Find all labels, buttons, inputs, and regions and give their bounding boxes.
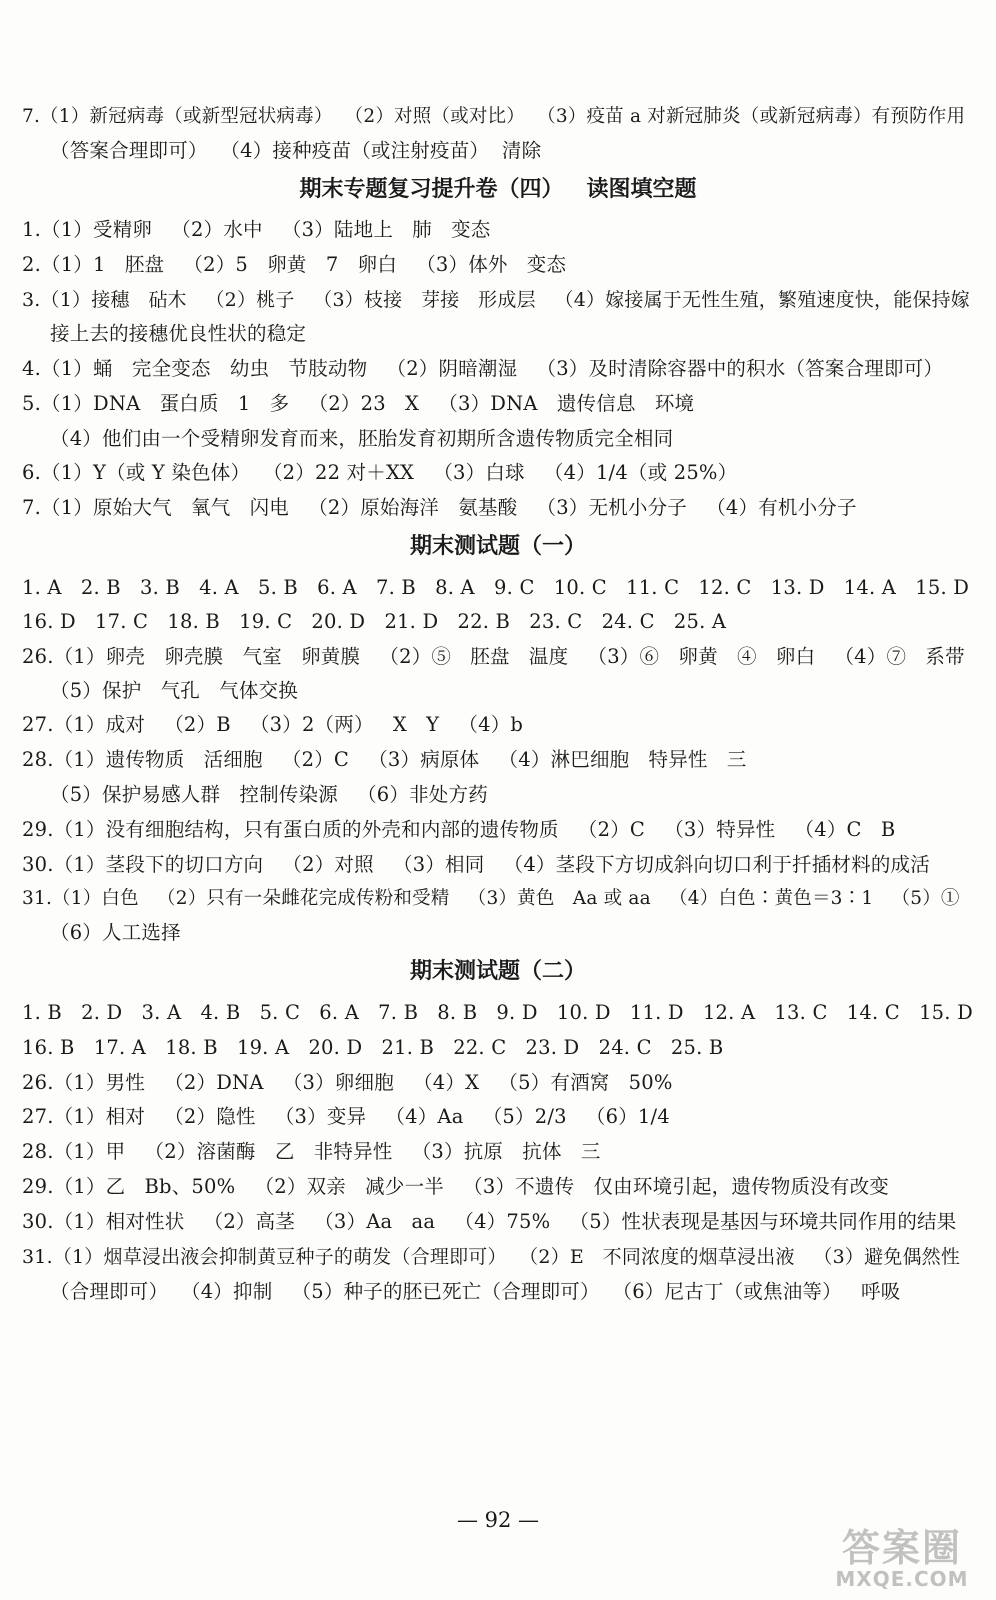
answer-line: 1.（1）受精卵 （2）水中 （3）陆地上 肺 变态 bbox=[22, 218, 491, 241]
answer-line: 27.（1）相对 （2）隐性 （3）变异 （4）Aa （5）2/3 （6）1/4 bbox=[22, 1105, 670, 1128]
answer-line: 1. A 2. B 3. B 4. A 5. B 6. A 7. B 8. A 9. C 10. C 11. C 12. C 13. D 14. A 15. D bbox=[22, 576, 970, 599]
answer-line: 5.（1）DNA 蛋白质 1 多 （2）23 X （3）DNA 遗传信息 环境 bbox=[22, 392, 695, 415]
section-heading: 期末测试题（二） bbox=[409, 959, 586, 984]
answer-line: （5）保护 气孔 气体交换 bbox=[50, 679, 298, 702]
watermark-logo-text: 答案圈 bbox=[841, 1526, 962, 1570]
answer-line: 16. D 17. C 18. B 19. C 20. D 21. D 22. B 23. C 24. C 25. A bbox=[22, 610, 727, 633]
answer-line: 4.（1）蛹 完全变态 幼虫 节肢动物 （2）阴暗潮湿 （3）及时清除容器中的积水（答案合理即可） bbox=[22, 357, 944, 380]
answer-line: （5）保护易感人群 控制传染源 （6）非处方药 bbox=[50, 783, 488, 806]
answer-line: 2.（1）1 胚盘 （2）5 卵黄 7 卵白 （3）体外 变态 bbox=[22, 253, 567, 276]
answer-line: 7.（1）原始大气 氧气 闪电 （2）原始海洋 氨基酸 （3）无机小分子 （4）有机小分子 bbox=[22, 496, 857, 519]
answer-line: （4）他们由一个受精卵发育而来，胚胎发育初期所含遗传物质完全相同 bbox=[50, 427, 674, 450]
answer-line: 27.（1）成对 （2）B （3）2（两） X Y （4）b bbox=[22, 713, 524, 736]
answer-line: 7.（1）新冠病毒（或新型冠状病毒） （2）对照（或对比） （3）疫苗 a 对新冠肺炎（或新冠病毒）有预防作用 bbox=[22, 106, 966, 127]
section-heading: 期末专题复习提升卷（四） 读图填空题 bbox=[299, 177, 697, 202]
answer-line: 16. B 17. A 18. B 19. A 20. D 21. B 22. C 23. D 24. C 25. B bbox=[22, 1036, 724, 1059]
answer-line: 31.（1）烟草浸出液会抑制黄豆种子的萌发（合理即可） （2）E 不同浓度的烟草浸出液 （3）避免偶然性 bbox=[22, 1246, 961, 1268]
answer-line: 26.（1）男性 （2）DNA （3）卵细胞 （4）X （5）有酒窝 50% bbox=[22, 1071, 673, 1094]
page-number: — 92 — bbox=[456, 1508, 540, 1532]
answer-line: 30.（1）茎段下的切口方向 （2）对照 （3）相同 （4）茎段下方切成斜向切口利于扦插材料的成活 bbox=[22, 853, 930, 876]
answer-line: 26.（1）卵壳 卵壳膜 气室 卵黄膜 （2）⑤ 胚盘 温度 （3）⑥ 卵黄 ④ 卵白 （4）⑦ 系带 bbox=[22, 645, 965, 668]
answer-line: 3.（1）接穗 砧木 （2）桃子 （3）枝接 芽接 形成层 （4）嫁接属于无性生殖，繁殖速度快，能保持嫁 bbox=[22, 289, 970, 311]
answer-line: 31.（1）白色 （2）只有一朵雌花完成传粉和受精 （3）黄色 Aa 或 aa （4）白色∶黄色＝3∶1 （5）① bbox=[22, 888, 960, 909]
answer-line: （6）人工选择 bbox=[50, 921, 181, 944]
answer-line: （答案合理即可） （4）接种疫苗（或注射疫苗） 清除 bbox=[50, 139, 542, 162]
watermark-site-text: MXQE.COM bbox=[835, 1567, 969, 1591]
answer-line: 接上去的接穗优良性状的稳定 bbox=[50, 322, 307, 345]
answer-line: 28.（1）遗传物质 活细胞 （2）C （3）病原体 （4）淋巴细胞 特异性 三 bbox=[22, 748, 747, 771]
answer-line: 28.（1）甲 （2）溶菌酶 乙 非特异性 （3）抗原 抗体 三 bbox=[22, 1140, 601, 1163]
answer-line: 29.（1）没有细胞结构，只有蛋白质的外壳和内部的遗传物质 （2）C （3）特异性 （4）C B bbox=[22, 818, 896, 841]
answer-line: 6.（1）Y（或 Y 染色体） （2）22 对＋XX （3）白球 （4）1/4（或 25%） bbox=[22, 461, 738, 484]
answer-line: 1. B 2. D 3. A 4. B 5. C 6. A 7. B 8. B 9. D 10. D 11. D 12. A 13. C 14. C 15. D bbox=[22, 1001, 973, 1024]
answer-line: 30.（1）相对性状 （2）高茎 （3）Aa aa （4）75% （5）性状表现是基因与环境共同作用的结果 bbox=[22, 1210, 957, 1233]
watermark-logo bbox=[822, 1528, 982, 1594]
answer-line: 29.（1）乙 Bb、50% （2）双亲 减少一半 （3）不遗传 仅由环境引起，遗传物质没有改变 bbox=[22, 1175, 889, 1198]
section-heading: 期末测试题（一） bbox=[409, 534, 586, 559]
answer-line: （合理即可） （4）抑制 （5）种子的胚已死亡（合理即可） （6）尼古丁（或焦油等） 呼吸 bbox=[50, 1280, 901, 1303]
